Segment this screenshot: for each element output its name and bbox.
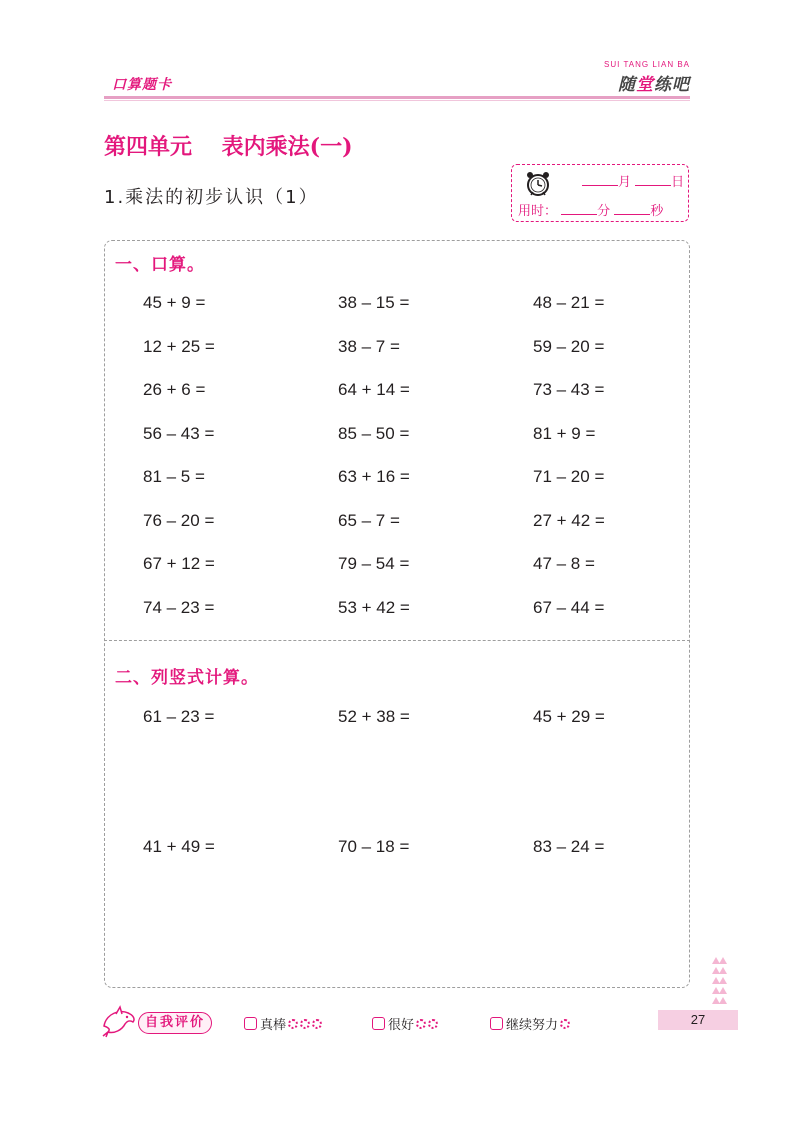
lesson-title: 1.乘法的初步认识（1） (104, 187, 319, 208)
self-evaluation-bar (100, 1004, 740, 1040)
math-problem: 38 – 7 = (338, 336, 400, 356)
math-problem: 79 – 54 = (338, 554, 410, 573)
dolphin-icon (100, 1004, 138, 1038)
day-blank[interactable] (635, 174, 671, 186)
math-problem: 27 + 42 = (533, 510, 605, 530)
flower-icon (300, 1019, 310, 1029)
flower-icon (428, 1019, 438, 1029)
section2-title: 二、列竖式计算。 (115, 668, 259, 688)
flower-icon (288, 1019, 298, 1029)
unit-title: 第四单元 表内乘法(一) (104, 134, 353, 160)
flower-icon (312, 1019, 322, 1029)
math-problem: 71 – 20 = (533, 467, 605, 486)
checkbox-icon[interactable] (490, 1017, 503, 1030)
second-blank[interactable] (614, 203, 650, 215)
math-problem: 85 – 50 = (338, 423, 410, 443)
math-problem: 67 – 44 = (533, 597, 605, 617)
flower-icon (560, 1019, 570, 1029)
date-row: 月 日 (582, 171, 684, 190)
time-row: 用时： 分 秒 (518, 204, 664, 219)
flower-icon (416, 1019, 426, 1029)
brand-logo (604, 60, 690, 95)
math-problem: 65 – 7 = (338, 510, 400, 530)
math-problem: 41 + 49 = (143, 837, 215, 856)
date-time-box (511, 164, 689, 222)
alarm-clock-icon (524, 171, 552, 197)
math-problem: 53 + 42 = (338, 597, 410, 617)
math-problem: 47 – 8 = (533, 554, 595, 573)
math-problem: 74 – 23 = (143, 597, 215, 617)
math-problem: 64 + 14 = (338, 380, 410, 399)
month-blank[interactable] (582, 174, 618, 186)
header-card-label: 口算题卡 (112, 77, 172, 93)
rating-option-great[interactable]: 真棒 (244, 1014, 322, 1033)
math-problem: 70 – 18 = (338, 837, 410, 856)
self-evaluation-label: 自我评价 (138, 1012, 212, 1034)
math-problem: 56 – 43 = (143, 423, 215, 443)
rating-option-good[interactable]: 很好 (372, 1014, 438, 1033)
math-problem: 26 + 6 = (143, 380, 206, 399)
math-problem: 45 + 9 = (143, 293, 206, 312)
math-problem: 48 – 21 = (533, 293, 605, 312)
math-problem: 81 + 9 = (533, 423, 596, 443)
math-problem: 76 – 20 = (143, 510, 215, 530)
brand-subtitle: SUI TANG LIAN BA (604, 60, 690, 69)
rating-option-keep-trying[interactable]: 继续努力 (490, 1014, 570, 1033)
math-problem: 67 + 12 = (143, 554, 215, 573)
math-problem: 81 – 5 = (143, 467, 205, 486)
checkbox-icon[interactable] (372, 1017, 385, 1030)
checkbox-icon[interactable] (244, 1017, 257, 1030)
math-problem: 83 – 24 = (533, 837, 605, 856)
math-problem: 12 + 25 = (143, 336, 215, 356)
math-problem: 45 + 29 = (533, 707, 605, 726)
math-problem: 59 – 20 = (533, 336, 605, 356)
math-problem: 73 – 43 = (533, 380, 605, 399)
section1-title: 一、口算。 (115, 255, 205, 275)
brand-title: 随堂练吧 (618, 75, 690, 95)
math-problem: 63 + 16 = (338, 467, 410, 486)
decorative-triangles (709, 955, 729, 1005)
math-problem: 61 – 23 = (143, 707, 215, 726)
section-divider (104, 640, 690, 641)
header-rule-thin (104, 100, 690, 101)
page-number: 27 (658, 1010, 738, 1030)
math-problem: 52 + 38 = (338, 707, 410, 726)
math-problem: 38 – 15 = (338, 293, 410, 312)
minute-blank[interactable] (561, 203, 597, 215)
header-rule (104, 96, 690, 99)
